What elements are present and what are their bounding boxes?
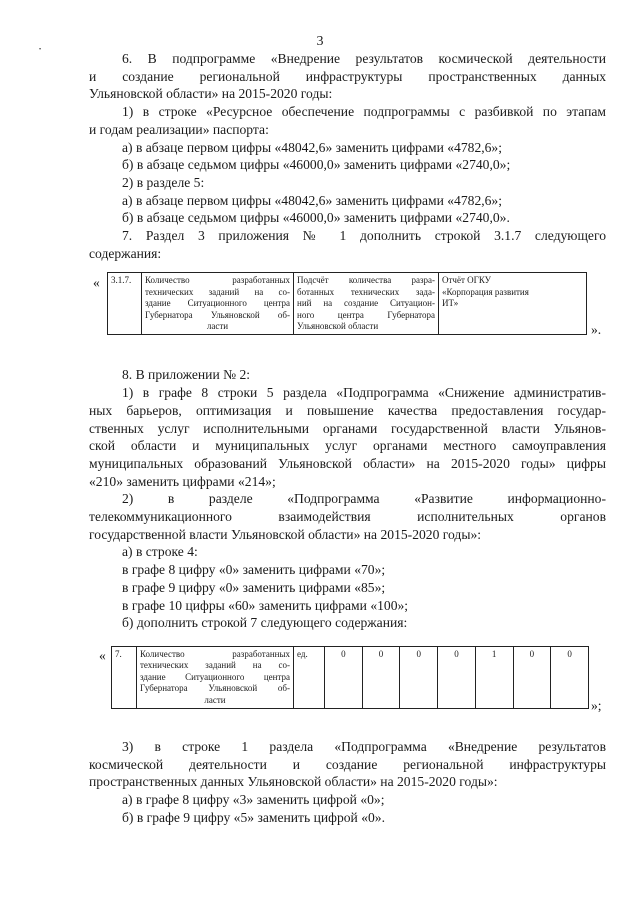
p8-s2a: а) в строке 4: [122, 544, 198, 560]
row-number-cell [108, 273, 142, 335]
table-row [108, 273, 587, 335]
value-2016: 0 [378, 648, 384, 659]
p8-g9: в графе 9 цифру «0» заменить цифрами «85»; [122, 579, 386, 595]
unit-value: ед. [297, 648, 308, 659]
value-cell [325, 646, 363, 708]
source-line: ИТ» [442, 298, 459, 309]
open-quote: « [93, 275, 100, 291]
value-2015: 0 [341, 648, 346, 659]
p8-s3-line-2: космической деятельности и создание региональной инфраструктуры [89, 756, 606, 772]
source-line: «Корпорация развития [442, 286, 529, 297]
p6-line-3: Ульяновской области» на 2015-2020 годы: [89, 86, 333, 102]
p8-s1-line-5: муниципальных образований Ульяновской области» на 2015-2020 годы» цифры [89, 455, 606, 471]
source-line: Отчёт ОГКУ [442, 275, 492, 286]
value-cell [513, 646, 551, 708]
name-line: Количество разработанных [145, 275, 290, 286]
p8-s2-line-1: 2) в разделе «Подпрограмма «Развитие информационно- [122, 491, 606, 507]
scan-dot: • [39, 47, 42, 53]
value-2020: 0 [529, 648, 535, 659]
indicator-name-cell [137, 646, 294, 708]
value-cell [362, 646, 400, 708]
row-number: 3.1.7. [111, 275, 132, 286]
name-line: технических заданий на со- [140, 660, 290, 671]
name-line: здание Ситуационного центра [145, 298, 290, 309]
p8-s1-line-3: ственных услуг исполнительными органами государственной власти Ульянов- [89, 420, 606, 436]
p8-s3-line-3: пространственных данных Ульяновской области» на 2015-2020 годы»: [89, 774, 498, 790]
p6-line-2: и создание региональной инфраструктуры пространственных данных [89, 68, 606, 84]
table-3-1-7-figure [89, 262, 606, 352]
name-line: Количество разработанных [140, 648, 290, 659]
method-cell [294, 273, 439, 335]
value-cell [438, 646, 476, 708]
table-row [112, 646, 589, 708]
value-cell [475, 646, 513, 708]
p7-line-1: 7. Раздел 3 приложения № 1 дополнить строкой 3.1.7 следующего [122, 228, 606, 244]
open-quote: « [99, 647, 106, 663]
p6-s1-line-2: и годам реализации» паспорта: [89, 121, 269, 137]
name-line: здание Ситуационного центра [140, 671, 290, 682]
document-body [89, 50, 606, 827]
indicator-name-cell [142, 273, 294, 335]
method-line: ного центра Губернатора [297, 309, 435, 320]
close-quote: »; [591, 697, 602, 713]
p8-title: 8. В приложении № 2: [122, 367, 251, 383]
p6-s1-line-1: 1) в строке «Ресурсное обеспечение подпрограммы с разбивкой по этапам [122, 104, 606, 120]
name-line: Губернатора Ульяновской об- [145, 309, 290, 320]
p6-s1b: б) в абзаце седьмом цифры «46000,0» заменить цифрами «2740,0»; [122, 157, 511, 173]
unit-cell [294, 646, 325, 708]
p8-s2-line-3: государственной власти Ульяновской области» на 2015-2020 годы»: [89, 526, 482, 542]
value-total: 0 [567, 648, 572, 659]
value-2017: 0 [416, 648, 421, 659]
p6-s1a: а) в абзаце первом цифры «48042,6» заменить цифрами «4782,6»; [122, 139, 503, 155]
name-line: ласти [204, 694, 226, 705]
name-line: ласти [206, 321, 229, 332]
page-number: 3 [316, 34, 324, 49]
source-cell [439, 273, 587, 335]
p6-s2a: а) в абзаце первом цифры «48042,6» заменить цифрами «4782,6»; [122, 192, 503, 208]
value-cell [400, 646, 438, 708]
row-number: 7. [115, 648, 122, 659]
p8-g10: в графе 10 цифры «60» заменить цифрами «100»; [122, 597, 409, 613]
value-cell [551, 646, 589, 708]
method-line: ний на создание Ситуацион- [297, 298, 435, 309]
p8-s1-line-1: 1) в графе 8 строки 5 раздела «Подпрограмма «Снижение административ- [122, 385, 606, 401]
value-2018: 0 [454, 648, 459, 659]
p8-s3a: а) в графе 8 цифру «3» заменить цифрой «0»; [122, 792, 385, 808]
p8-g8: в графе 8 цифру «0» заменить цифрами «70»; [122, 562, 386, 578]
method-line: ботанных технических зада- [297, 286, 435, 297]
table-row-7-figure [89, 632, 606, 728]
p6-line-1: 6. В подпрограмме «Внедрение результатов космической деятельности [122, 51, 606, 66]
name-line: Губернатора Ульяновской об- [140, 683, 290, 694]
row-number-cell [112, 646, 137, 708]
method-line: Ульяновской области [297, 321, 379, 332]
p8-s2b: б) дополнить строкой 7 следующего содержания: [122, 615, 408, 631]
p6-s2b: б) в абзаце седьмом цифры «46000,0» заменить цифрами «2740,0». [122, 210, 510, 226]
p8-s1-line-2: ных барьеров, оптимизация и повышение качества предоставления государ- [89, 402, 606, 418]
p8-s2-line-2: телекоммуникационного взаимодействия исполнительных органов [89, 509, 606, 525]
table-row-7 [111, 646, 589, 709]
table-3-1-7 [107, 272, 587, 335]
p8-s1-line-4: ской области и муниципальных услуг органами местного самоуправления [89, 438, 606, 454]
close-quote: ». [591, 322, 602, 338]
method-line: Подсчёт количества разра- [297, 275, 435, 286]
p8-s3-line-1: 3) в строке 1 раздела «Подпрограмма «Внедрение результатов [122, 738, 606, 754]
value-2019: 1 [491, 648, 497, 659]
p7-line-2: содержания: [89, 245, 162, 261]
p6-s2: 2) в разделе 5: [122, 174, 205, 190]
p8-s1-line-6: «210» заменить цифрами «214»; [89, 473, 276, 489]
p8-s3b: б) в графе 9 цифру «5» заменить цифрой «0». [122, 809, 386, 825]
name-line: технических заданий на со- [145, 286, 290, 297]
